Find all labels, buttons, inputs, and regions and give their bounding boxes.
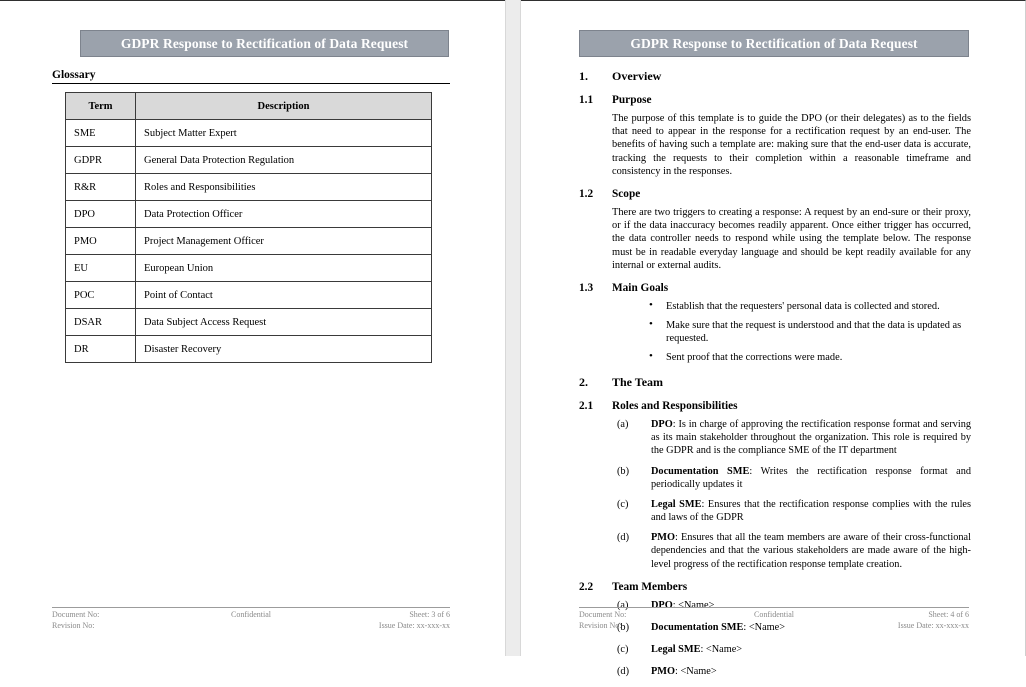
cell-description: European Union xyxy=(136,255,432,282)
list-item xyxy=(617,643,971,656)
column-header-description: Description xyxy=(136,93,432,120)
list-item: • Establish that the requesters' personal data is collected and stored. xyxy=(649,300,971,313)
table-row xyxy=(66,228,432,255)
heading-text: Roles and Responsibilities xyxy=(612,400,738,413)
document-body xyxy=(579,69,971,687)
role-text: : Writes the rectification response format and periodically updates it xyxy=(651,465,971,490)
role-text: : Ensures that all the team members are aware of their cross-functional dependencies and that the various stakeholders are made aware of the high-level progress of the rectification response template creation. xyxy=(651,532,971,570)
role-label: PMO xyxy=(651,532,676,544)
cell-term: PMO xyxy=(66,228,136,255)
list-marker: (a) xyxy=(617,599,629,611)
cell-description: Data Subject Access Request xyxy=(136,309,432,336)
list-item xyxy=(617,498,971,524)
cell-description: Project Management Officer xyxy=(136,228,432,255)
cell-description: General Data Protection Regulation xyxy=(136,147,432,174)
footer-confidential: Confidential xyxy=(754,610,794,619)
footer-sheet-number: Sheet: 3 of 6 xyxy=(409,610,450,619)
list-item-body xyxy=(651,531,971,571)
page-footer-right xyxy=(579,607,969,633)
list-marker: (a) xyxy=(617,419,629,431)
heading-purpose xyxy=(579,94,971,106)
table-row xyxy=(66,120,432,147)
cell-description: Disaster Recovery xyxy=(136,336,432,363)
footer-document-no: Document No: xyxy=(579,610,627,619)
page-title-right: GDPR Response to Rectification of Data Request xyxy=(630,35,918,51)
heading-roles-responsibilities xyxy=(579,400,971,412)
cell-description: Point of Contact xyxy=(136,282,432,309)
heading-number: 1.3 xyxy=(579,282,594,295)
page-right xyxy=(513,0,1026,678)
list-item-body xyxy=(651,465,971,491)
heading-main-goals xyxy=(579,282,971,294)
cell-term: SME xyxy=(66,120,136,147)
role-label: DPO xyxy=(651,419,673,431)
role-label: Legal SME xyxy=(651,498,702,510)
table-row xyxy=(66,201,432,228)
paragraph-purpose: The purpose of this template is to guide the DPO (or their delegates) as to the fields that need to appear in the response for a rectification request by an end-user. The benefits of having such a template are: making sure that the end-user data is accurate, tracking the requests to their completion within a reasonable timeframe and consistency in the responses. xyxy=(612,113,971,177)
page-title-banner-right xyxy=(579,30,969,57)
list-marker: (b) xyxy=(617,465,630,477)
heading-number: 2. xyxy=(579,375,588,390)
list-marker: (c) xyxy=(617,498,629,510)
table-row xyxy=(66,255,432,282)
cell-description: Roles and Responsibilities xyxy=(136,174,432,201)
member-name: : <Name> xyxy=(743,621,786,633)
list-item xyxy=(617,531,971,571)
cell-term: POC xyxy=(66,282,136,309)
list-item: • Make sure that the request is understood and that the data is updated as requested. xyxy=(649,319,971,345)
member-label: Legal SME xyxy=(651,644,701,656)
member-label: PMO xyxy=(651,666,676,678)
role-label: Documentation SME xyxy=(651,465,750,477)
heading-text: The Team xyxy=(612,375,664,390)
member-name: : <Name> xyxy=(675,666,717,678)
list-item xyxy=(617,665,971,678)
footer-document-no: Document No: xyxy=(52,610,100,619)
heading-text: Overview xyxy=(612,69,662,83)
heading-overview xyxy=(579,69,971,84)
role-text: : Is in charge of approving the rectification response format and serving as its main stakeholder throughout the organization. This role is required by the GDPR and is the compliance SME of the IT department xyxy=(651,419,971,457)
column-header-term: Term xyxy=(66,93,136,120)
main-goals-list xyxy=(579,300,971,364)
footer-revision-no: Revision No: xyxy=(52,621,95,630)
list-marker: (d) xyxy=(617,532,630,544)
table-row xyxy=(66,147,432,174)
heading-team-members xyxy=(579,581,971,593)
heading-number: 1. xyxy=(579,69,588,83)
list-item-body xyxy=(651,643,971,656)
page-left xyxy=(0,0,513,656)
list-item-body xyxy=(651,665,971,678)
roles-list xyxy=(579,418,971,571)
member-name: : <Name> xyxy=(672,599,715,611)
member-label: DPO xyxy=(651,599,673,611)
member-label: Documentation SME xyxy=(651,621,744,633)
heading-scope xyxy=(579,188,971,200)
page-title-left: GDPR Response to Rectification of Data Request xyxy=(120,35,409,51)
heading-number: 1.1 xyxy=(579,94,594,106)
cell-description: Data Protection Officer xyxy=(136,201,432,228)
table-row xyxy=(66,336,432,363)
cell-description: Subject Matter Expert xyxy=(136,120,432,147)
cell-term: DR xyxy=(66,336,136,363)
paragraph-scope: There are two triggers to creating a response: A request by an end-sure or their proxy, or if the data inaccuracy becomes readily apparent. Once either trigger has occurred, the data controller needs to respond while using the template below. The response must be in readable everyday language and should be kept readily available for any internal or external audits. xyxy=(612,207,971,271)
footer-revision-no: Revision No: xyxy=(579,621,622,630)
heading-number: 2.1 xyxy=(579,400,594,413)
heading-text: Team Members xyxy=(612,580,688,593)
list-item: • Sent proof that the corrections were made. xyxy=(649,351,971,364)
heading-number: 2.2 xyxy=(579,580,594,593)
footer-confidential: Confidential xyxy=(231,610,271,619)
glossary-table xyxy=(65,92,432,363)
heading-text: Main Goals xyxy=(612,282,669,295)
glossary-heading: Glossary xyxy=(52,69,450,84)
page-gutter-divider xyxy=(505,0,521,656)
list-marker: (d) xyxy=(617,666,630,678)
page-title-banner-left xyxy=(80,30,449,57)
cell-term: DPO xyxy=(66,201,136,228)
list-marker: (b) xyxy=(617,621,630,633)
footer-sheet-number: Sheet: 4 of 6 xyxy=(928,610,969,619)
list-item-body xyxy=(651,418,971,458)
table-row xyxy=(66,174,432,201)
member-name: : <Name> xyxy=(700,644,743,656)
heading-number: 1.2 xyxy=(579,188,594,201)
cell-term: GDPR xyxy=(66,147,136,174)
table-row xyxy=(66,282,432,309)
list-marker: (c) xyxy=(617,644,629,656)
footer-issue-date: Issue Date: xx-xxx-xx xyxy=(378,621,450,630)
table-row xyxy=(66,309,432,336)
list-item xyxy=(617,465,971,491)
heading-text: Scope xyxy=(612,188,641,201)
page-footer-left xyxy=(52,607,450,633)
table-header-row xyxy=(66,93,432,120)
heading-the-team xyxy=(579,375,971,390)
footer-issue-date: Issue Date: xx-xxx-xx xyxy=(897,621,969,630)
cell-term: R&R xyxy=(66,174,136,201)
cell-term: DSAR xyxy=(66,309,136,336)
heading-text: Purpose xyxy=(612,94,652,106)
role-text: : Ensures that the rectification response complies with the rules and laws of the GDPR xyxy=(651,498,972,524)
list-item xyxy=(617,418,971,458)
list-item-body xyxy=(651,498,971,524)
cell-term: EU xyxy=(66,255,136,282)
